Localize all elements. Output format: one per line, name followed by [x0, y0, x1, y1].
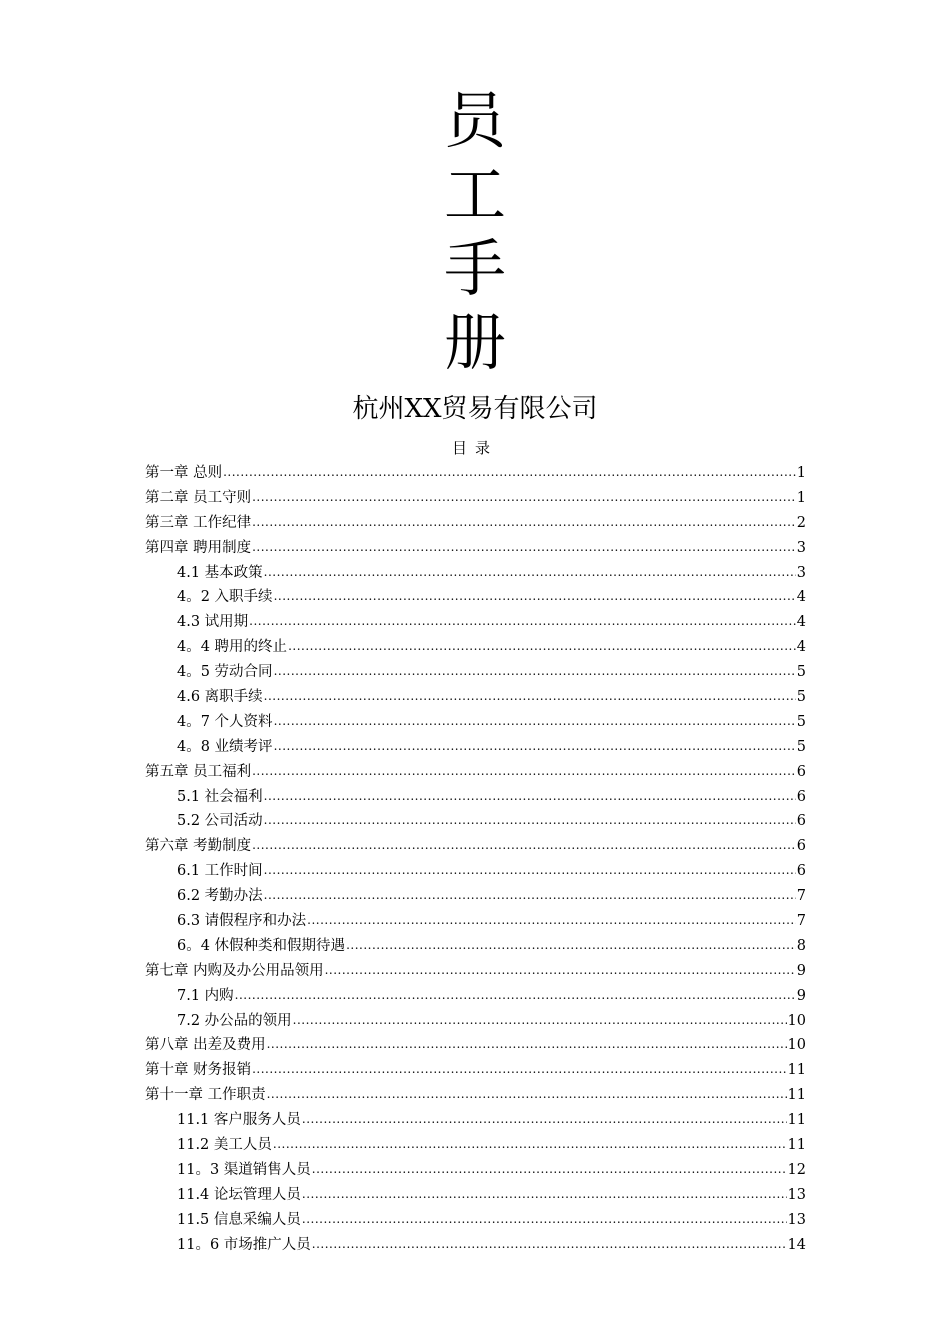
- toc-dot-leader: [325, 958, 796, 983]
- toc-entry[interactable]: [145, 461, 806, 486]
- toc-entry-page: 5: [796, 664, 806, 681]
- toc-entry[interactable]: [145, 1183, 806, 1208]
- toc-entry[interactable]: [145, 909, 806, 934]
- table-of-contents: [145, 461, 806, 1258]
- toc-entry-page: 6: [796, 863, 806, 880]
- toc-entry-page: 10: [787, 1037, 806, 1054]
- toc-entry-page: 13: [787, 1211, 806, 1228]
- title-char: 册: [443, 306, 506, 379]
- toc-entry-title: 4。4 聘用的终止: [177, 639, 288, 656]
- toc-dot-leader: [249, 609, 796, 634]
- toc-entry[interactable]: [145, 585, 806, 610]
- toc-dot-leader: [302, 1107, 787, 1132]
- toc-entry-title: 4.3 试用期: [177, 614, 249, 631]
- toc-entry[interactable]: [145, 660, 806, 685]
- toc-entry-title: 第四章 聘用制度: [145, 539, 252, 556]
- toc-entry[interactable]: [145, 561, 806, 586]
- toc-entry[interactable]: [145, 1158, 806, 1183]
- title-char: 手: [443, 232, 506, 305]
- toc-entry[interactable]: [145, 760, 806, 785]
- toc-dot-leader: [264, 808, 796, 833]
- toc-entry-page: 11: [787, 1137, 806, 1154]
- toc-entry-title: 第十一章 工作职责: [145, 1087, 266, 1104]
- toc-dot-leader: [274, 584, 796, 609]
- toc-entry[interactable]: [145, 1208, 806, 1233]
- toc-entry-title: 第二章 员工守则: [145, 489, 252, 506]
- toc-entry-page: 10: [787, 1012, 806, 1029]
- toc-entry-page: 2: [796, 514, 806, 531]
- toc-dot-leader: [273, 1132, 787, 1157]
- toc-dot-leader: [267, 1032, 787, 1057]
- toc-entry-page: 6: [796, 788, 806, 805]
- toc-entry-title: 4。7 个人资料: [177, 713, 273, 730]
- toc-dot-leader: [307, 908, 796, 933]
- toc-entry[interactable]: [145, 1133, 806, 1158]
- toc-dot-leader: [312, 1232, 787, 1257]
- toc-entry-title: 7.1 内购: [177, 987, 234, 1004]
- toc-dot-leader: [302, 1207, 787, 1232]
- toc-entry-page: 3: [796, 539, 806, 556]
- toc-dot-leader: [312, 1157, 787, 1182]
- toc-entry-page: 1: [796, 465, 806, 481]
- toc-entry[interactable]: [145, 685, 806, 710]
- toc-entry-page: 13: [787, 1186, 806, 1203]
- toc-entry[interactable]: [145, 1233, 806, 1258]
- toc-entry-title: 4.6 离职手续: [177, 689, 263, 706]
- toc-entry-page: 6: [796, 813, 806, 830]
- toc-entry-page: 4: [796, 614, 806, 631]
- toc-entry-title: 11。3 渠道销售人员: [177, 1161, 311, 1178]
- toc-dot-leader: [252, 1057, 786, 1082]
- toc-entry[interactable]: [145, 934, 806, 959]
- toc-entry[interactable]: [145, 859, 806, 884]
- toc-entry-page: 3: [796, 564, 806, 581]
- toc-dot-leader: [264, 684, 796, 709]
- toc-dot-leader: [252, 833, 796, 858]
- toc-entry-page: 8: [796, 937, 806, 954]
- toc-entry-page: 11: [787, 1087, 806, 1104]
- toc-entry-title: 第七章 内购及办公用品领用: [145, 962, 324, 979]
- toc-dot-leader: [288, 634, 796, 659]
- toc-entry[interactable]: [145, 536, 806, 561]
- toc-dot-leader: [223, 460, 796, 485]
- toc-dot-leader: [274, 659, 796, 684]
- toc-entry-page: 7: [796, 888, 806, 905]
- toc-dot-leader: [235, 983, 796, 1008]
- toc-entry[interactable]: [145, 834, 806, 859]
- document-title: [0, 84, 950, 380]
- toc-entry-title: 5.2 公司活动: [177, 813, 263, 830]
- toc-entry-page: 9: [796, 962, 806, 979]
- toc-entry-page: 9: [796, 987, 806, 1004]
- toc-dot-leader: [252, 759, 796, 784]
- toc-dot-leader: [267, 1082, 787, 1107]
- toc-dot-leader: [293, 1008, 787, 1033]
- toc-dot-leader: [252, 535, 796, 560]
- toc-entry-page: 7: [796, 913, 806, 930]
- toc-entry-title: 第三章 工作纪律: [145, 514, 252, 531]
- toc-entry[interactable]: [145, 984, 806, 1009]
- toc-dot-leader: [264, 560, 796, 585]
- toc-dot-leader: [252, 485, 796, 510]
- toc-entry[interactable]: [145, 1083, 806, 1108]
- toc-entry-page: 5: [796, 738, 806, 755]
- toc-entry[interactable]: [145, 959, 806, 984]
- toc-entry[interactable]: [145, 1108, 806, 1133]
- title-char: 工: [443, 158, 506, 231]
- toc-dot-leader: [252, 510, 796, 535]
- toc-entry-title: 4。8 业绩考评: [177, 738, 273, 755]
- toc-entry-page: 11: [787, 1062, 806, 1079]
- toc-entry-title: 11.4 论坛管理人员: [177, 1186, 301, 1203]
- toc-entry-title: 第六章 考勤制度: [145, 838, 252, 855]
- toc-entry-title: 6.1 工作时间: [177, 863, 263, 880]
- toc-dot-leader: [264, 858, 796, 883]
- toc-entry[interactable]: [145, 710, 806, 735]
- toc-entry[interactable]: [145, 511, 806, 536]
- toc-entry-page: 1: [796, 489, 806, 506]
- toc-entry[interactable]: [145, 635, 806, 660]
- toc-entry-title: 11.2 美工人员: [177, 1137, 272, 1154]
- toc-entry-page: 12: [787, 1161, 806, 1178]
- toc-dot-leader: [346, 933, 796, 958]
- toc-entry[interactable]: [145, 610, 806, 635]
- toc-entry-title: 6。4 休假种类和假期待遇: [177, 937, 346, 954]
- toc-entry-title: 第八章 出差及费用: [145, 1037, 266, 1054]
- toc-dot-leader: [274, 709, 796, 734]
- toc-entry-title: 4.1 基本政策: [177, 564, 263, 581]
- toc-entry-title: 6.2 考勤办法: [177, 888, 263, 905]
- toc-entry[interactable]: [145, 1058, 806, 1083]
- toc-entry-title: 6.3 请假程序和办法: [177, 913, 307, 930]
- toc-entry-title: 第十章 财务报销: [145, 1062, 252, 1079]
- toc-dot-leader: [302, 1182, 787, 1207]
- toc-entry-page: 5: [796, 713, 806, 730]
- toc-entry-title: 11.1 客户服务人员: [177, 1112, 301, 1129]
- toc-entry-page: 4: [796, 639, 806, 656]
- toc-heading: 目录: [451, 439, 498, 457]
- company-name: 杭州XX贸易有限公司: [352, 394, 598, 424]
- toc-entry-title: 第一章 总则: [145, 465, 223, 481]
- toc-entry[interactable]: [145, 1009, 806, 1034]
- toc-dot-leader: [264, 784, 796, 809]
- toc-entry-page: 6: [796, 763, 806, 780]
- toc-entry[interactable]: [145, 809, 806, 834]
- title-char: 员: [443, 84, 506, 157]
- toc-entry-title: 7.2 办公品的领用: [177, 1012, 292, 1029]
- toc-dot-leader: [264, 883, 796, 908]
- toc-entry[interactable]: [145, 486, 806, 511]
- toc-entry-title: 11。6 市场推广人员: [177, 1236, 311, 1253]
- toc-entry[interactable]: [145, 735, 806, 760]
- toc-entry-page: 5: [796, 689, 806, 706]
- toc-entry-title: 5.1 社会福利: [177, 788, 263, 805]
- toc-entry[interactable]: [145, 1033, 806, 1058]
- toc-entry-title: 4。5 劳动合同: [177, 664, 273, 681]
- toc-entry-title: 4。2 入职手续: [177, 589, 273, 606]
- toc-entry-page: 14: [787, 1236, 806, 1253]
- toc-entry-page: 4: [796, 589, 806, 606]
- toc-entry-title: 11.5 信息采编人员: [177, 1211, 301, 1228]
- toc-dot-leader: [274, 734, 796, 759]
- toc-entry[interactable]: [145, 884, 806, 909]
- toc-entry-page: 6: [796, 838, 806, 855]
- toc-entry-page: 11: [787, 1112, 806, 1129]
- toc-entry[interactable]: [145, 785, 806, 810]
- toc-entry-title: 第五章 员工福利: [145, 763, 252, 780]
